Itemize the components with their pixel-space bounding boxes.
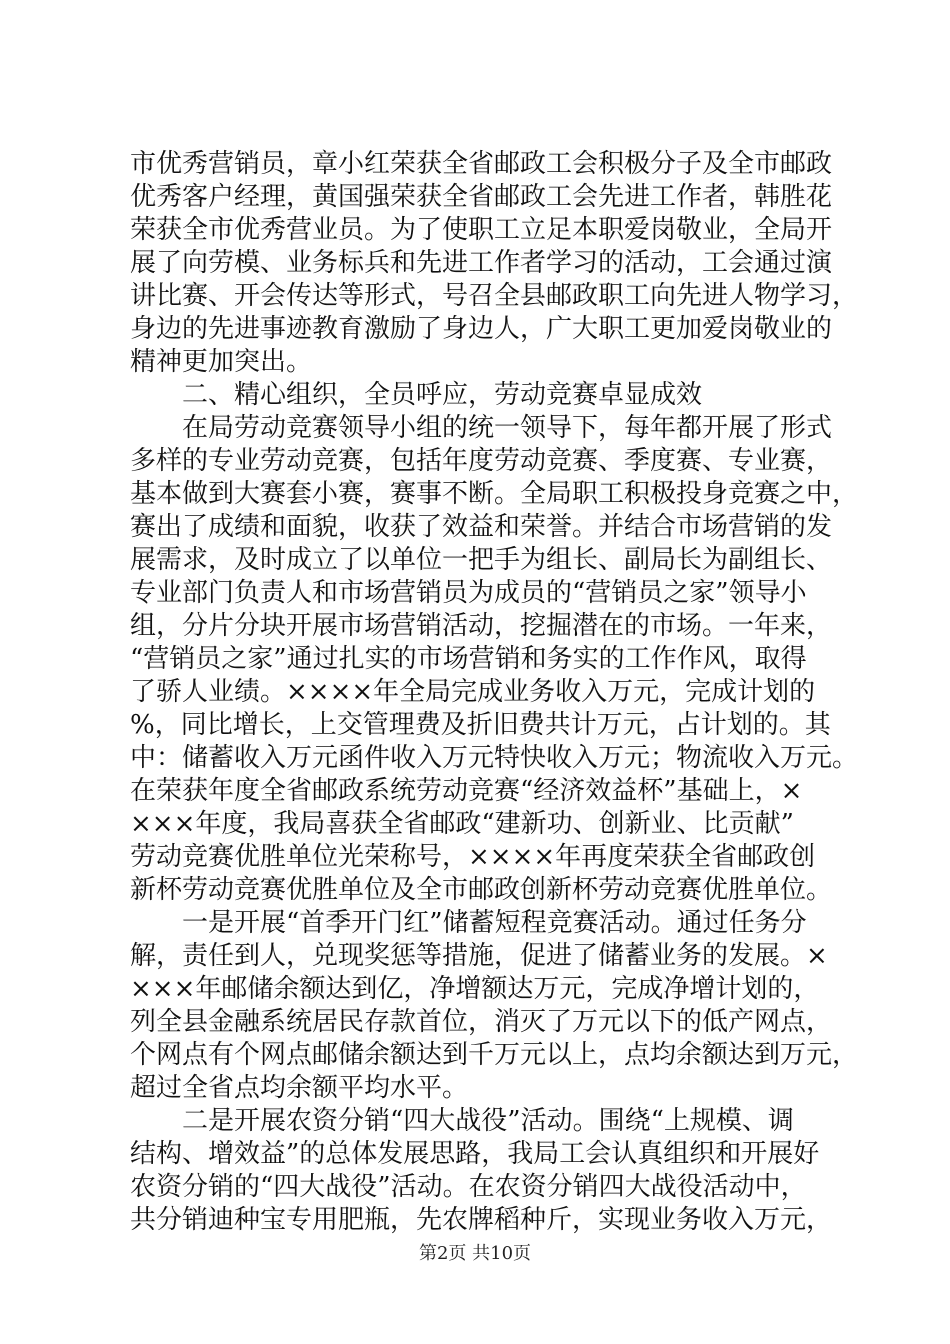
text-line: 展需求，及时成立了以单位一把手为组长、副局长为副组长、 — [130, 545, 833, 575]
text-line: 二是开展农资分销“四大战役”活动。围绕“上规模、调 — [130, 1106, 794, 1136]
text-line: 基本做到大赛套小赛，赛事不断。全局职工积极投身竞赛之中， — [130, 479, 859, 509]
text-line: 荣获全市优秀营业员。为了使职工立足本职爱岗敬业，全局开 — [130, 215, 833, 245]
text-line: 了骄人业绩。××××年全局完成业务收入万元，完成计划的 — [130, 677, 816, 707]
text-line: 新杯劳动竞赛优胜单位及全市邮政创新杯劳动竞赛优胜单位。 — [130, 875, 833, 905]
text-line: 一是开展“首季开门红”储蓄短程竞赛活动。通过任务分 — [130, 908, 807, 938]
text-line: 列全县金融系统居民存款首位，消灭了万元以下的低产网点， — [130, 1007, 833, 1037]
text-line: 组，分片分块开展市场营销活动，挖掘潜在的市场。一年来， — [130, 611, 833, 641]
text-line: 个网点有个网点邮储余额达到千万元以上，点均余额达到万元， — [130, 1040, 859, 1070]
text-line: ×××年度，我局喜获全省邮政“建新功、创新业、比贡献” — [130, 809, 794, 839]
text-line: “营销员之家”通过扎实的市场营销和务实的工作作风，取得 — [130, 644, 807, 674]
text-line: 赛出了成绩和面貌，收获了效益和荣誉。并结合市场营销的发 — [130, 512, 833, 542]
text-line: 结构、增效益”的总体发展思路，我局工会认真组织和开展好 — [130, 1139, 820, 1169]
document-body — [130, 148, 859, 1237]
text-line: 解，责任到人，兑现奖惩等措施，促进了储蓄业务的发展。× — [130, 941, 828, 971]
text-line: 专业部门负责人和市场营销员为成员的“营销员之家”领导小 — [130, 578, 807, 608]
text-line: 精神更加突出。 — [130, 347, 313, 377]
text-line: 劳动竞赛优胜单位光荣称号，××××年再度荣获全省邮政创 — [130, 842, 816, 872]
text-line: 中：储蓄收入万元函件收入万元特快收入万元；物流收入万元。 — [130, 743, 859, 773]
text-line: 多样的专业劳动竞赛，包括年度劳动竞赛、季度赛、专业赛， — [130, 446, 833, 476]
section-heading: 二、精心组织，全员呼应，劳动竞赛卓显成效 — [130, 380, 703, 410]
text-line: 优秀客户经理，黄国强荣获全省邮政工会先进工作者，韩胜花 — [130, 182, 833, 212]
page-number-footer: 第2页 共10页 — [418, 1243, 532, 1264]
text-line: 在局劳动竞赛领导小组的统一领导下，每年都开展了形式 — [130, 413, 833, 443]
text-line: %，同比增长，上交管理费及折旧费共计万元，占计划的。其 — [130, 710, 831, 740]
text-line: 在荣获年度全省邮政系统劳动竞赛“经济效益杯”基础上，× — [130, 776, 803, 806]
text-line: 农资分销的“四大战役”活动。在农资分销四大战役活动中， — [130, 1172, 807, 1202]
text-line: 身边的先进事迹教育激励了身边人，广大职工更加爱岗敬业的 — [130, 314, 833, 344]
text-line: 超过全省点均余额平均水平。 — [130, 1073, 469, 1103]
text-line: 共分销迪种宝专用肥瓶，先农牌稻种斤，实现业务收入万元， — [130, 1205, 833, 1235]
text-line: 市优秀营销员，章小红荣获全省邮政工会积极分子及全市邮政 — [130, 149, 833, 179]
text-line: 展了向劳模、业务标兵和先进工作者学习的活动，工会通过演 — [130, 248, 833, 278]
text-line: ×××年邮储余额达到亿，净增额达万元，完成净增计划的， — [130, 974, 820, 1004]
text-line: 讲比赛、开会传达等形式，号召全县邮政职工向先进人物学习， — [130, 281, 859, 311]
